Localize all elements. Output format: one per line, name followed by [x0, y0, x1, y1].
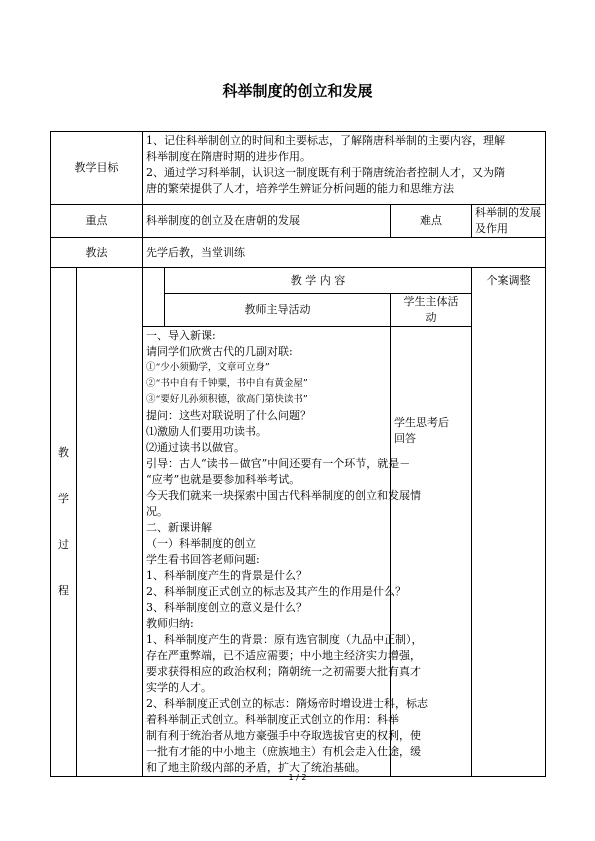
process-char: 程: [58, 584, 69, 597]
content-line: 教师归纳:: [146, 617, 194, 630]
content-line: ⑴激励人们要用功读书。: [146, 425, 267, 438]
process-char: 教: [58, 446, 69, 459]
document-title: 科举制度的创立和发展: [222, 82, 373, 100]
goals-label: 教学目标: [51, 132, 143, 205]
method-label: 教法: [51, 238, 143, 268]
content-line: ②“书中自有千钟粟，书中自有黄金屋”: [146, 378, 308, 389]
content-line: 学生看书回答老师问题:: [146, 553, 260, 566]
goals-line: 2、通过学习科举制，认识这一制度既有利于隋唐统治者控制人才，又为隋: [146, 166, 505, 179]
student-activity-line: 学生思考后: [394, 416, 449, 429]
content-line: 2、科举制度正式创立的标志及其产生的作用是什么？: [146, 585, 406, 598]
content-line: 3、科举制度创立的意义是什么？: [146, 601, 307, 614]
content-line: 一、导入新课:: [146, 329, 216, 342]
lesson-plan-table: [50, 131, 546, 777]
process-label: [51, 268, 77, 777]
goals-content: [143, 132, 546, 205]
student-header-line: 学生主体活: [403, 295, 459, 308]
content-line: 今天我们就来一块探索中国古代科举制度的创立和发展情: [146, 489, 421, 502]
content-line: 要求获得相应的政治权利；隋朝统一之初需要大批有真才: [146, 665, 421, 678]
process-char: 学: [58, 492, 69, 505]
content-line: 一批有才能的中小地主（庶族地主）有机会走入仕途，缓: [146, 745, 421, 758]
method-value: 先学后教，当堂训练: [143, 238, 546, 268]
content-line: 存在严重弊端，已不适应需要；中小地主经济实力增强，: [146, 649, 421, 662]
teacher-header: 教师主导活动: [165, 294, 391, 327]
page-number: 1 / 2: [288, 773, 307, 782]
student-header-line: 动: [425, 311, 437, 324]
process-char: 过: [58, 538, 69, 551]
content-line: 实学的人才。: [146, 681, 212, 694]
key-point-value: 科举制度的创立及在唐朝的发展: [143, 205, 391, 238]
content-line: 2、科举制度正式创立的标志：隋炀帝时增设进士科，标志: [146, 697, 428, 710]
student-header: [391, 294, 472, 327]
goals-line: 科举制度在隋唐时期的进步作用。: [146, 150, 311, 163]
content-line: 1、科举制度产生的背景：原有选官制度（九品中正制），: [146, 633, 423, 646]
goals-line: 1、记住科举制创立的时间和主要标志，了解隋唐科举制的主要内容，理解: [146, 134, 505, 147]
content-line: （一）科举制度的创立: [146, 537, 256, 550]
content-line: 请同学们欣赏古代的几副对联:: [146, 345, 293, 358]
content-line: 制有利于统治者从地方豪强手中夺取选拔官吏的权利，使: [146, 729, 421, 742]
content-line: 引导：古人“读书－做官”中间还要有一个环节，就是－: [146, 457, 411, 470]
key-point-label: 重点: [51, 205, 143, 238]
difficulty-label: 难点: [391, 205, 472, 238]
content-line: ③“要好儿孙须积德，欲高门第快读书”: [146, 394, 308, 405]
content-line: 二、新课讲解: [146, 521, 212, 534]
student-activity-line: 回答: [394, 432, 416, 445]
goals-line: 唐的繁荣提供了人才，培养学生辨证分析问题的能力和思维方法: [146, 182, 454, 195]
content-line: “应考”也就是要参加科举考试。: [146, 473, 301, 486]
difficulty-value: 科举制的发展及作用: [472, 205, 546, 238]
content-line: 提问：这些对联说明了什么问题？: [146, 409, 311, 422]
content-line: 1、科举制度产生的背景是什么？: [146, 569, 307, 582]
content-line: 况。: [146, 505, 168, 518]
content-line: 着科举制正式创立。科举制度正式创立的作用：科举: [146, 713, 399, 726]
blank-column: [77, 268, 143, 777]
blank-cell: [143, 268, 165, 327]
adjust-header: 个案调整: [472, 268, 546, 777]
content-line: ①“少小须勤学，文章可立身”: [146, 362, 270, 373]
content-line: ⑵通过读书以做官。: [146, 441, 245, 454]
content-line: 和了地主阶级内部的矛盾，扩大了统治基础。: [146, 761, 366, 774]
content-header: 教 学 内 容: [165, 268, 472, 294]
